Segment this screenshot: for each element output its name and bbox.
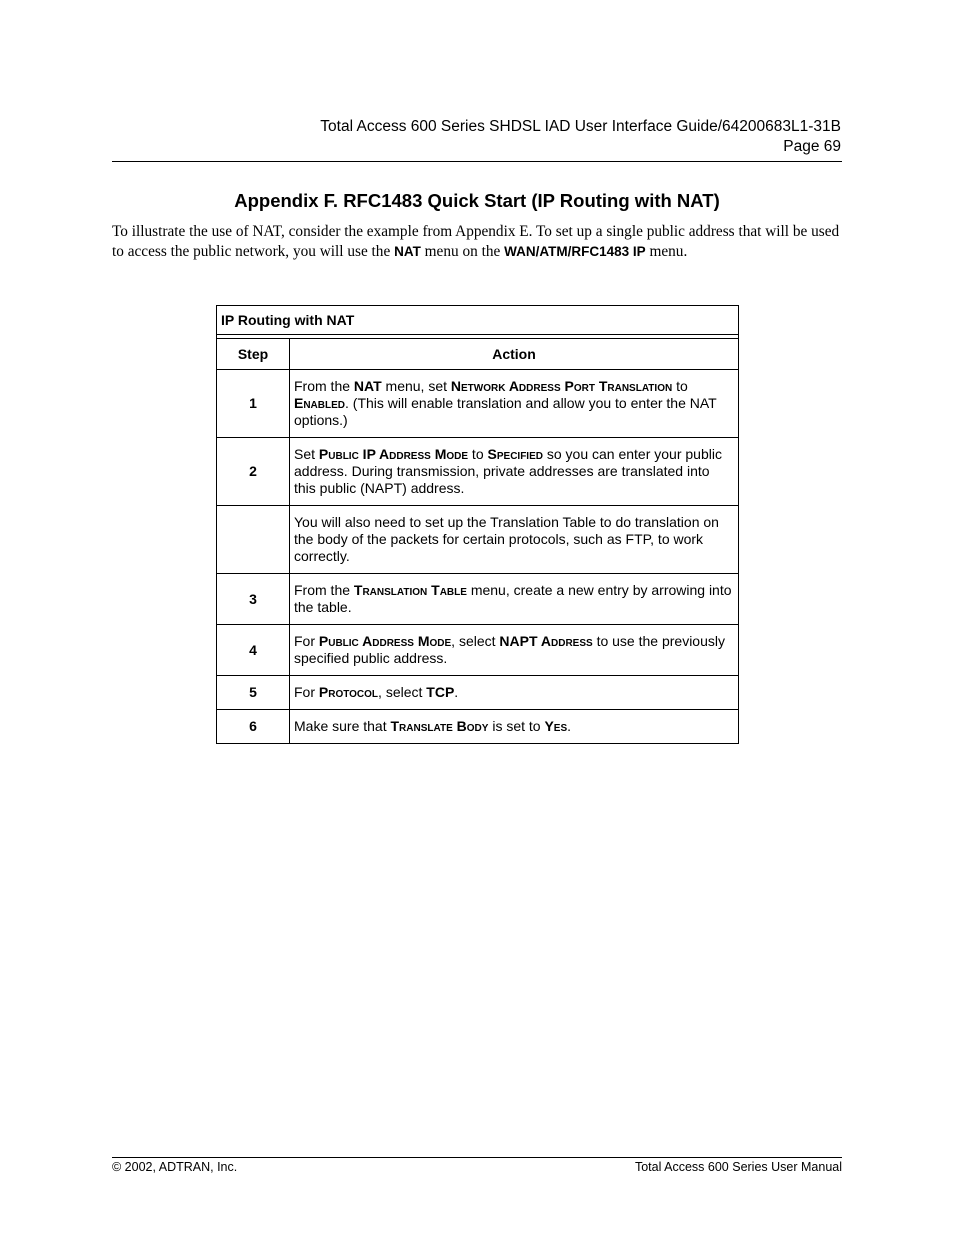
step-action: For Protocol, select TCP.: [294, 684, 459, 700]
table-row: [217, 709, 738, 743]
table-row: [217, 624, 738, 675]
table-title: IP Routing with NAT: [217, 306, 738, 335]
table-row: [217, 369, 738, 437]
step-action: From the Translation Table menu, create a new entry by arrowing into the table.: [294, 582, 732, 615]
step-number: 4: [217, 625, 290, 675]
header-doc-title: Total Access 600 Series SHDSL IAD User Interface Guide/64200683L1-31B: [320, 118, 841, 135]
step-number: [217, 506, 290, 573]
header-rule: [112, 161, 842, 162]
step-number: 2: [217, 438, 290, 505]
intro-text: To illustrate the use of NAT, consider the example from Appendix E. To set up a single public address that will be used to access the public network, you will use the: [112, 223, 840, 260]
col-header-step: Step: [217, 339, 290, 369]
page-header: [320, 117, 841, 157]
step-number: 5: [217, 676, 290, 709]
steps-table: [216, 305, 739, 744]
table-row: [217, 573, 738, 624]
step-action: Set Public IP Address Mode to Specified so you can enter your public address. During transmission, private addresses are translated into this public (NAPT) address.: [294, 446, 722, 496]
intro-text: menu.: [645, 243, 688, 260]
intro-menu-path: WAN/ATM/RFC1483 IP: [504, 244, 646, 259]
intro-menu-nat: NAT: [394, 244, 421, 259]
step-action: From the NAT menu, set Network Address Port Translation to Enabled. (This will enable translation and allow you to enter the NAT options.): [294, 378, 717, 428]
step-number: 1: [217, 370, 290, 437]
footer-copyright: © 2002, ADTRAN, Inc.: [112, 1160, 238, 1174]
step-action: Make sure that Translate Body is set to Yes.: [294, 718, 572, 734]
table-header-row: [217, 338, 738, 369]
step-action: You will also need to set up the Translation Table to do translation on the body of the packets for certain protocols, such as FTP, to work correctly.: [294, 514, 719, 564]
page-title: Appendix F. RFC1483 Quick Start (IP Routing with NAT): [234, 190, 720, 211]
step-number: 3: [217, 574, 290, 624]
step-action: For Public Address Mode, select NAPT Address to use the previously specified public address.: [294, 633, 725, 666]
step-number: 6: [217, 710, 290, 743]
col-header-action: Action: [492, 345, 536, 362]
table-row: [217, 505, 738, 573]
footer-manual-title: Total Access 600 Series User Manual: [634, 1160, 842, 1174]
header-page-number: Page 69: [783, 138, 841, 155]
footer-rule: [112, 1157, 842, 1158]
intro-paragraph: [112, 222, 842, 262]
table-row: [217, 437, 738, 505]
intro-text: menu on the: [420, 243, 505, 260]
table-row: [217, 675, 738, 709]
